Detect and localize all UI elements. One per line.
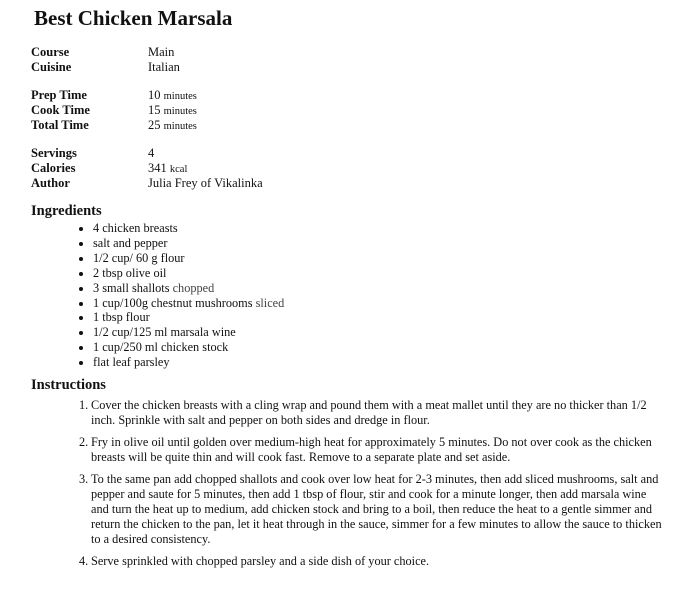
ingredient-text: 2 tbsp olive oil — [93, 265, 167, 280]
ingredient-item — [79, 251, 284, 266]
cook-time-label: Cook Time — [31, 103, 90, 117]
ingredient-text: 1/2 cup/ 60 g flour — [93, 250, 185, 265]
meta-group-category — [31, 45, 180, 75]
instructions-list — [79, 398, 664, 576]
instructions-heading: Instructions — [31, 377, 106, 393]
meta-row-calories — [31, 161, 263, 176]
author-label: Author — [31, 176, 70, 190]
ingredient-item — [79, 221, 284, 236]
total-time-label: Total Time — [31, 118, 89, 132]
calories-value: 341 — [148, 161, 167, 175]
cuisine-label: Cuisine — [31, 60, 72, 74]
ingredient-item — [79, 340, 284, 355]
ingredients-heading: Ingredients — [31, 203, 102, 219]
ingredient-text: flat leaf parsley — [93, 355, 170, 370]
ingredient-text: 1 tbsp flour — [93, 310, 150, 325]
prep-time-unit: minutes — [163, 91, 197, 102]
step-text: Fry in olive oil until golden over medium-high heat for approximately 5 minutes. Do not over cook as the chicken breasts will be quite thin and will cook fast. Remove to a separate plate and set aside. — [91, 435, 652, 464]
ingredient-text: 1 cup/250 ml chicken stock — [93, 340, 229, 355]
ingredients-list — [79, 221, 284, 370]
instruction-step — [79, 398, 664, 428]
calories-unit: kcal — [169, 164, 188, 175]
ingredient-item — [79, 310, 284, 325]
ingredient-text: 1/2 cup/125 ml marsala wine — [93, 325, 236, 340]
prep-time-value: 10 — [148, 88, 161, 102]
meta-row-servings — [31, 146, 263, 161]
instruction-step — [79, 554, 664, 569]
recipe-title: Best Chicken Marsala — [34, 6, 233, 30]
step-number: 4. — [79, 554, 89, 568]
meta-row-course — [31, 45, 180, 60]
meta-row-author — [31, 176, 263, 191]
cuisine-value: Italian — [148, 60, 180, 74]
instruction-step — [79, 435, 664, 465]
total-time-unit: minutes — [163, 121, 197, 132]
ingredient-text: 4 chicken breasts — [93, 221, 178, 235]
step-text: Serve sprinkled with chopped parsley and a side dish of your choice. — [91, 554, 430, 568]
servings-value: 4 — [148, 146, 155, 160]
step-number: 3. — [79, 472, 89, 486]
ingredient-note: sliced — [255, 295, 285, 310]
ingredient-item — [79, 355, 284, 370]
ingredient-item — [79, 236, 284, 251]
ingredient-text: 1 cup/100g chestnut mushrooms — [93, 295, 253, 310]
ingredient-item — [79, 296, 284, 311]
ingredient-text: 3 small shallots — [93, 280, 170, 295]
step-number: 1. — [79, 398, 89, 412]
meta-row-cook-time — [31, 103, 197, 118]
meta-group-details — [31, 146, 263, 191]
cook-time-unit: minutes — [163, 106, 197, 117]
course-label: Course — [31, 45, 70, 59]
servings-label: Servings — [31, 146, 77, 160]
step-number: 2. — [79, 435, 89, 449]
ingredient-note: chopped — [172, 280, 215, 295]
ingredient-item — [79, 266, 284, 281]
step-text: To the same pan add chopped shallots and cook over low heat for 2-3 minutes, then add sliced mushrooms, salt and pepper and saute for 5 minutes, then add 1 tbsp of flour, stir and cook for a minute longer, then add marsala wine and turn the heat up to medium, add chicken stock and bring to a boil, then reduce the heat to a gentle simmer and return the chicken to the pan, let it heat through in the sauce, simmer for a few minutes to allow the sauce to thicken to a desired consistency. — [91, 472, 662, 546]
cook-time-value: 15 — [148, 103, 161, 117]
instruction-step — [79, 472, 664, 547]
meta-group-times — [31, 88, 197, 133]
step-text: Cover the chicken breasts with a cling wrap and pound them with a meat mallet until they are no thicker than 1/2 inch. Sprinkle with salt and pepper on both sides and dredge in flour. — [91, 398, 647, 427]
ingredient-item — [79, 281, 284, 296]
meta-row-total-time — [31, 118, 197, 133]
calories-label: Calories — [31, 161, 76, 175]
ingredient-text: salt and pepper — [93, 235, 168, 250]
ingredient-item — [79, 325, 284, 340]
meta-row-cuisine — [31, 60, 180, 75]
total-time-value: 25 — [148, 118, 161, 132]
course-value: Main — [148, 45, 175, 59]
prep-time-label: Prep Time — [31, 88, 87, 102]
author-value: Julia Frey of Vikalinka — [148, 176, 263, 190]
meta-row-prep-time — [31, 88, 197, 103]
